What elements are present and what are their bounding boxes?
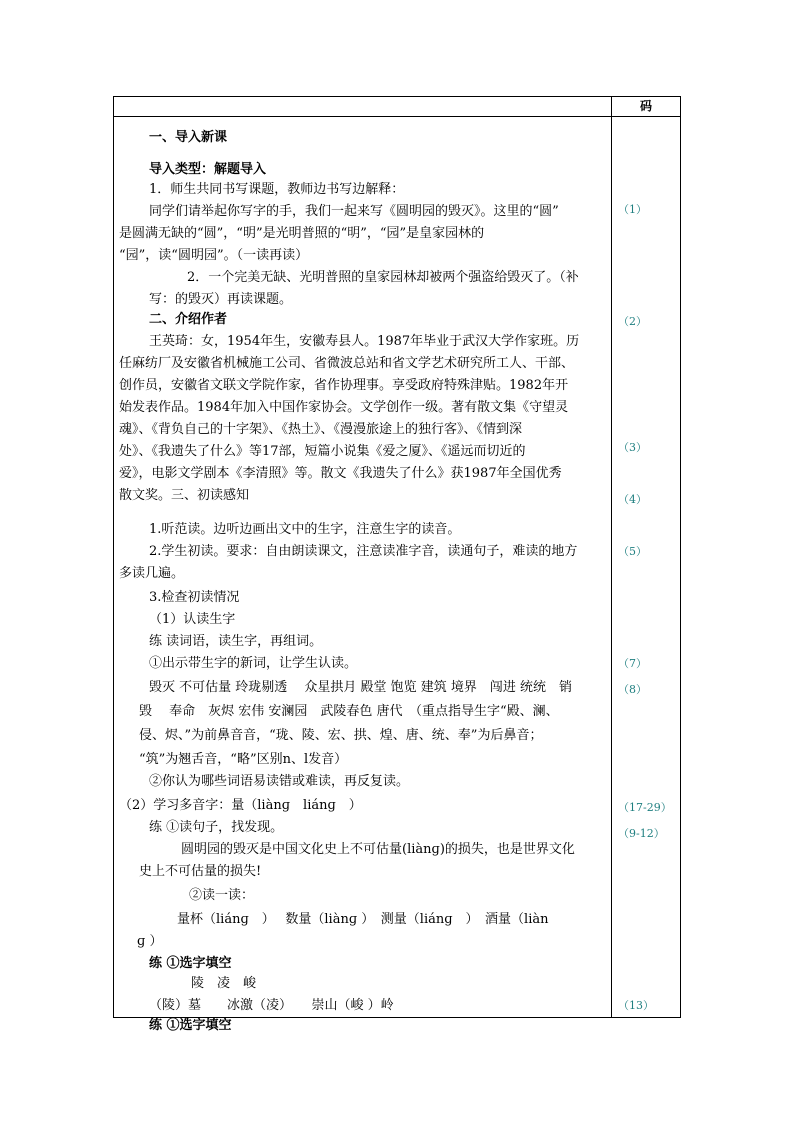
side-note: （4） bbox=[618, 493, 647, 506]
text-line: 毁 奉命 灰烬 宏伟 安澜园 武陵春色 唐代 （重点指导生字“殿、澜、 bbox=[139, 704, 559, 719]
text-line: 练 ①读句子，找发现。 bbox=[149, 820, 284, 835]
side-note: （3） bbox=[618, 441, 647, 454]
text-line: 魂》、《背负自己的十字架》、《热土》、《漫漫旅途上的独行客》、《情到深 bbox=[119, 422, 523, 437]
text-line: 一、导入新课 bbox=[149, 130, 228, 145]
text-line: 圆明园的毁灭是中国文化史上不可估量(liànɡ)的损失，也是世界文化 bbox=[181, 842, 575, 857]
text-line: 练 ①选字填空 bbox=[149, 956, 232, 971]
text-line: 1．师生共同书写课题，教师边书写边解释： bbox=[149, 182, 405, 197]
text-line: “园”，读“圆明园”。（一读再读） bbox=[119, 248, 309, 263]
text-line: 侵、烬、”为前鼻音音，“珑、陵、宏、拱、煌、唐、统、奉”为后鼻音； bbox=[139, 728, 543, 743]
side-note: （1） bbox=[618, 203, 647, 216]
table-header-row bbox=[114, 97, 680, 117]
text-line: ②你认为哪些词语易读错或难读，再反复读。 bbox=[149, 774, 410, 789]
side-note: （17-29） bbox=[618, 801, 672, 814]
text-line: 2．一个完美无缺、光明普照的皇家园林却被两个强盗给毁灭了。（补 bbox=[187, 270, 579, 285]
side-note: （5） bbox=[618, 545, 647, 558]
side-note: （9-12） bbox=[618, 827, 665, 840]
text-line: 处》、《我遗失了什么》等17部，短篇小说集《爱之厦》、《遥远而切近的 bbox=[119, 444, 526, 459]
text-line: ②读一读： bbox=[189, 888, 255, 903]
text-line: “筑”为翘舌音，“略”区别n、l发音） bbox=[139, 752, 348, 767]
text-line: 量杯（liánɡ ） 数量（liànɡ ） 测量（liánɡ ） 酒量（liàn bbox=[177, 912, 549, 927]
lesson-table bbox=[113, 96, 681, 1033]
text-line: 爱》，电影文学剧本《李清照》等。散文《我遗失了什么》获1987年全国优秀 bbox=[119, 466, 562, 481]
text-line: 散文奖。三、初读感知 bbox=[119, 488, 250, 503]
text-line: （陵）墓 冰激（凌） 崇山（峻 ）岭 bbox=[149, 998, 394, 1013]
text-line: 始发表作品。1984年加入中国作家协会。文学创作一级。著有散文集《守望灵 bbox=[119, 400, 569, 415]
text-line: 2.学生初读。要求：自由朗读课文，注意读准字音，读通句子，难读的地方 bbox=[149, 544, 578, 559]
side-note: （7） bbox=[618, 657, 647, 670]
side-note: （8） bbox=[618, 683, 647, 696]
text-line: 多读几遍。 bbox=[119, 566, 185, 581]
side-note: （13） bbox=[618, 999, 654, 1012]
text-line: 练 ①选字填空 bbox=[149, 1018, 232, 1033]
lesson-content bbox=[119, 117, 607, 1033]
text-line: 陵 凌 峻 bbox=[191, 976, 257, 991]
text-line: 写：的毁灭）再读课题。 bbox=[149, 292, 293, 307]
text-line: 创作员，安徽省文联文学院作家，省作协理事。享受政府特殊津贴。1982年开 bbox=[119, 378, 569, 393]
text-line: ①出示带生字的新词，让学生认读。 bbox=[149, 656, 358, 671]
text-line: 任麻纺厂及安徽省机械施工公司、省微波总站和省文学艺术研究所工人、干部、 bbox=[119, 356, 575, 371]
side-notes-column bbox=[612, 117, 680, 1017]
text-line: （1）认读生字 bbox=[149, 612, 236, 627]
header-code-label: 码 bbox=[639, 99, 652, 113]
text-line: 史上不可估量的损失! bbox=[139, 864, 262, 879]
text-line: 3.检查初读情况 bbox=[149, 590, 240, 605]
text-line: 王英琦：女，1954年生，安徽寿县人。1987年毕业于武汉大学作家班。历 bbox=[149, 334, 580, 349]
text-line: 练 读词语，读生字，再组词。 bbox=[149, 634, 323, 649]
side-note: （2） bbox=[618, 315, 647, 328]
text-line: 毁灭 不可估量 玲珑剔透 众星拱月 殿堂 饱览 建筑 境界 闯进 统统 销 bbox=[149, 680, 573, 695]
text-line: 二、介绍作者 bbox=[149, 312, 228, 327]
text-line: （2）学习多音字：量（liànɡ liánɡ ） bbox=[119, 798, 362, 813]
text-line: 是圆满无缺的“圆”，“明”是光明普照的“明”，“园”是皇家园林的 bbox=[119, 226, 485, 241]
text-line: ɡ ） bbox=[137, 934, 163, 949]
text-line: 同学们请举起你写字的手，我们一起来写《圆明园的毁灭》。这里的“圆” bbox=[149, 204, 559, 219]
text-line: 导入类型：解题导入 bbox=[149, 162, 267, 177]
text-line: 1.听范读。边听边画出文中的生字，注意生字的读音。 bbox=[149, 522, 461, 537]
